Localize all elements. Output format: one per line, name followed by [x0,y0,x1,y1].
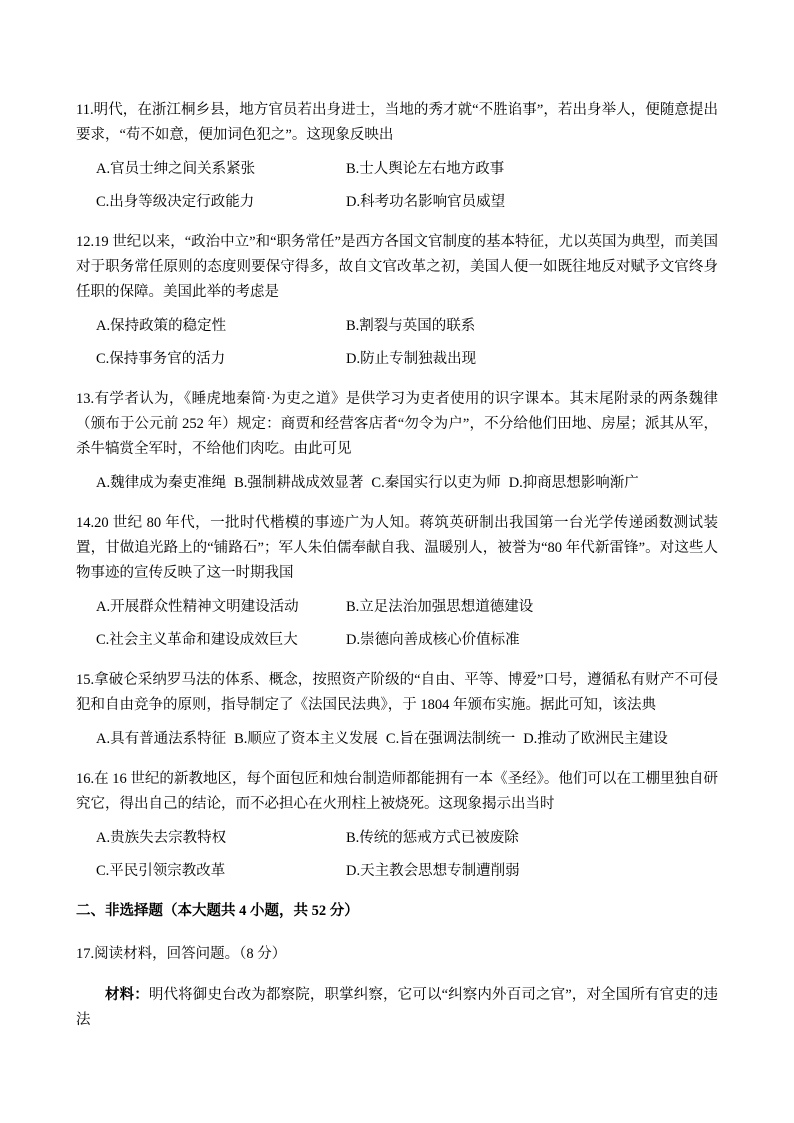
question-15-options [76,727,718,752]
option-c: C.社会主义革命和建设成效巨大 [96,632,298,648]
option-a: A.魏律成为秦吏准绳 [96,475,227,491]
question-12-stem: 12.19 世纪以来，“政治中立”和“职务常任”是西方各国文官制度的基本特征，尤以英国为典型，而美国对于职务常任原则的态度则要保守得多，故自文官改革之初，美国人便一如既往地反对赋予文官终身任职的保障。美国此举的考虑是 [76,234,718,300]
question-15-stem: 15.拿破仑采纳罗马法的体系、概念，按照资产阶级的“自由、平等、博爱”口号，遵循私有财产不可侵犯和自由竞争的原则，指导制定了《法国民法典》，于 1804 年颁布实施。据此可知，该法典 [76,672,718,713]
question-11-options [76,157,718,215]
question-16 [76,767,718,884]
question-13-stem: 13.有学者认为，《睡虎地秦简·为吏之道》是供学习为吏者使用的识字课本。其末尾附录的两条魏律（颁布于公元前 252 年）规定：商贾和经营客店者“勿令为户”，不分给他们田地、房屋；派其从军，杀牛犒赏全军时，不给他们肉吃。由此可见 [76,391,718,457]
question-12 [76,230,718,372]
option-c: C.秦国实行以吏为师 [371,475,501,491]
question-11-stem: 11.明代，在浙江桐乡县，地方官员若出身进士，当地的秀才就“不胜谄事”，若出身举人，便随意提出要求，“苟不如意，便加词色犯之”。这现象反映出 [76,102,718,143]
option-d: D.科考功名影响官员威望 [346,194,506,210]
option-b: B.立足法治加强思想道德建设 [346,599,534,615]
option-b: B.强制耕战成效显著 [234,475,364,491]
option-d: D.抑商思想影响渐广 [508,475,639,491]
question-14-stem: 14.20 世纪 80 年代，一批时代楷模的事迹广为人知。蒋筑英研制出我国第一台光学传递函数测试装置，甘做追光路上的“铺路石”；军人朱伯儒奉献自我、温暖别人，被誉为“80 年代新雷锋”。对这些人物事迹的宣传反映了这一时期我国 [76,515,718,581]
question-17-intro: 17.阅读材料，回答问题。（8 分） [76,946,287,962]
option-a: A.保持政策的稳定性 [96,318,227,334]
option-c: C.平民引领宗教改革 [96,863,226,879]
question-14-options [76,595,718,653]
option-d: D.崇德向善成核心价值标准 [346,632,520,648]
option-a: A.开展群众性精神文明建设活动 [96,599,299,615]
question-12-options [76,314,718,372]
option-b: B.顺应了资本主义发展 [234,731,378,747]
option-d: D.防止专制独裁出现 [346,351,477,367]
option-c: C.出身等级决定行政能力 [96,194,255,210]
option-b: B.传统的惩戒方式已被废除 [346,830,519,846]
question-16-stem: 16.在 16 世纪的新教地区，每个面包匠和烛台制造师都能拥有一本《圣经》。他们可以在工棚里独自研究它，得出自己的结论，而不必担心在火刑柱上被烧死。这现象揭示出当时 [76,771,718,812]
option-c: C.旨在强调法制统一 [385,731,516,747]
option-c: C.保持事务官的活力 [96,351,226,367]
question-11 [76,98,718,215]
option-a: A.贵族失去宗教特权 [96,830,227,846]
option-a: A.官员士绅之间关系紧张 [96,161,256,177]
question-13-options [76,471,718,496]
option-b: B.士人舆论左右地方政事 [346,161,505,177]
question-15 [76,668,718,752]
material-text: 明代将御史台改为都察院，职掌纠察，它可以“纠察内外百司之官”，对全国所有官吏的违法 [76,987,718,1028]
question-13 [76,387,718,496]
option-d: D.推动了欧洲民主建设 [523,731,668,747]
option-d: D.天主教会思想专制遭削弱 [346,863,520,879]
material-label: 材料： [105,987,149,1003]
section-two-header: 二、非选择题（本大题共 4 小题，共 52 分） [76,903,359,919]
option-b: B.割裂与英国的联系 [346,318,476,334]
question-14 [76,511,718,653]
question-17-material [76,983,718,1033]
option-a: A.具有普通法系特征 [96,731,227,747]
question-16-options [76,826,718,884]
